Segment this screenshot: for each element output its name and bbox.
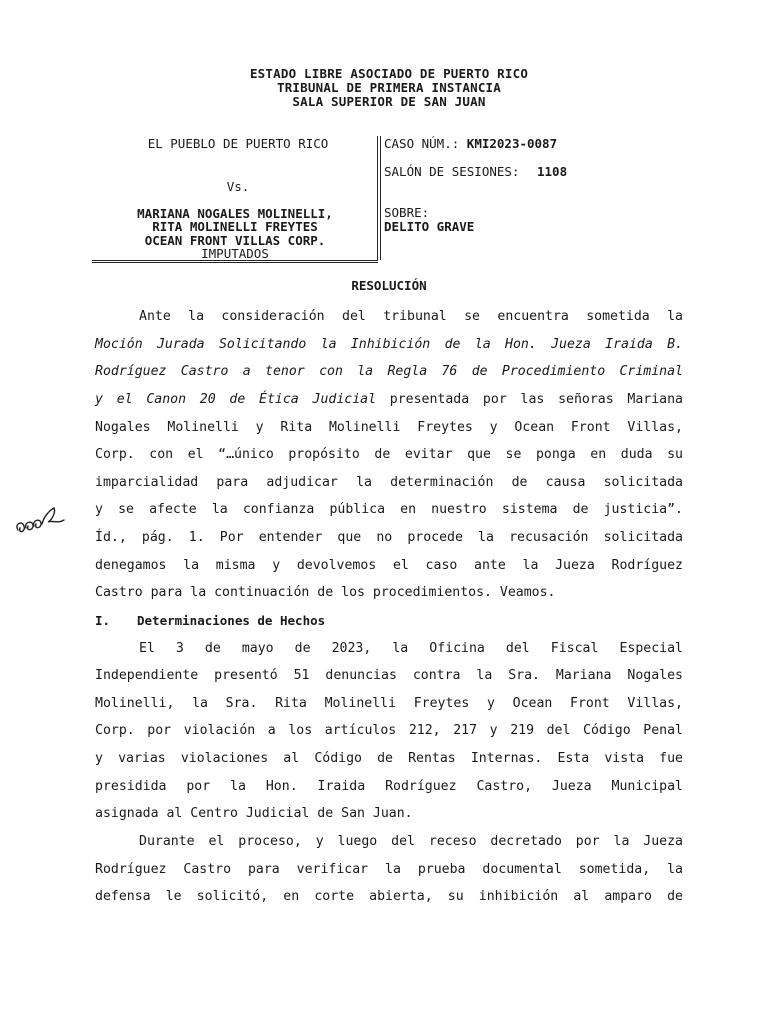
paragraph-1-line-1: Ante la consideración del tribunal se encuentra sometida la: [139, 309, 683, 324]
section-title: Determinaciones de Hechos: [137, 613, 326, 628]
defendant-2: RITA MOLINELLI FREYTES: [152, 219, 318, 234]
caption-divider: [377, 136, 378, 260]
paragraph-1-line-3: [95, 364, 683, 379]
plaintiff-name: EL PUEBLO DE PUERTO RICO: [147, 136, 329, 151]
section-number: I.: [95, 613, 111, 628]
paragraph-3-line-2: Rodríguez Castro para verificar la prueba documental sometida, la: [95, 862, 683, 877]
paragraph-2-line-7: asignada al Centro Judicial de San Juan.: [95, 806, 413, 821]
handwritten-initials: [12, 502, 72, 538]
caption-bottom-rule-double: [92, 262, 378, 263]
paragraph-1-line-4-rest: presentada por las señoras Mariana: [376, 392, 683, 407]
caption-bottom-rule: [92, 260, 378, 261]
paragraph-3-line-1: Durante el proceso, y luego del receso decretado por la Jueza: [139, 834, 683, 849]
case-number: KMI2023-0087: [466, 136, 558, 151]
section-heading: [95, 613, 325, 628]
paragraph-1-line-7: imparcialidad para adjudicar la determinación de causa solicitada: [95, 475, 683, 490]
paragraph-1-line-8: y se afecte la confianza pública en nuestro sistema de justicia”.: [95, 502, 683, 517]
court-header-line-1: ESTADO LIBRE ASOCIADO DE PUERTO RICO: [249, 66, 529, 81]
paragraph-2-line-4: Corp. por violación a los artículos 212, 217 y 219 del Código Penal: [95, 723, 683, 738]
session-room-number: 1108: [537, 164, 568, 179]
caption-divider-double: [380, 136, 381, 260]
motion-title-part-2: Rodríguez Castro a tenor con la Regla 76 de Procedimiento Criminal: [95, 364, 683, 379]
document-title: RESOLUCIÓN: [351, 278, 427, 293]
paragraph-1-line-5: Nogales Molinelli y Rita Molinelli Freytes y Ocean Front Villas,: [95, 420, 683, 435]
case-number-row: [384, 136, 557, 151]
paragraph-3-line-3: defensa le solicitó, en corte abierta, su inhibición al amparo de: [95, 889, 683, 904]
paragraph-2-line-5: y varias violaciones al Código de Rentas Internas. Esta vista fue: [95, 751, 683, 766]
motion-title-part-3: y el Canon 20 de Ética Judicial: [95, 392, 377, 407]
paragraph-2-line-2: Independiente presentó 51 denuncias contra la Sra. Mariana Nogales: [95, 668, 683, 683]
paragraph-1-line-9: Íd., pág. 1. Por entender que no procede la recusación solicitada: [95, 530, 683, 545]
defendants-label: IMPUTADOS: [201, 246, 269, 261]
paragraph-1-line-6: Corp. con el “…único propósito de evitar que se ponga en duda su: [95, 447, 683, 462]
paragraph-1-line-2: [95, 337, 683, 352]
court-header-line-3: SALA SUPERIOR DE SAN JUAN: [292, 94, 486, 109]
paragraph-2-line-3: Molinelli, la Sra. Rita Molinelli Freytes y Ocean Front Villas,: [95, 696, 683, 711]
motion-title-part-1: Moción Jurada Solicitando la Inhibición de la Hon. Jueza Iraida B.: [95, 337, 683, 352]
defendant-1: MARIANA NOGALES MOLINELLI,: [137, 206, 333, 221]
paragraph-2-line-6: presidida por la Hon. Iraida Rodríguez Castro, Jueza Municipal: [95, 779, 683, 794]
versus-label: Vs.: [226, 179, 250, 194]
court-header-line-2: TRIBUNAL DE PRIMERA INSTANCIA: [276, 80, 502, 95]
paragraph-2-line-1: El 3 de mayo de 2023, la Oficina del Fiscal Especial: [139, 641, 683, 656]
case-number-label: CASO NÚM.:: [384, 136, 460, 151]
session-room-row: [384, 164, 567, 179]
paragraph-1-line-4: [95, 392, 683, 407]
defendant-3: OCEAN FRONT VILLAS CORP.: [144, 233, 326, 248]
paragraph-1-line-10: denegamos la misma y devolvemos el caso ante la Jueza Rodríguez: [95, 558, 683, 573]
session-room-label: SALÓN DE SESIONES:: [384, 164, 520, 179]
paragraph-1-line-11: Castro para la continuación de los procedimientos. Veamos.: [95, 585, 556, 600]
about-label: SOBRE:: [384, 205, 430, 220]
about-value: DELITO GRAVE: [384, 219, 475, 234]
